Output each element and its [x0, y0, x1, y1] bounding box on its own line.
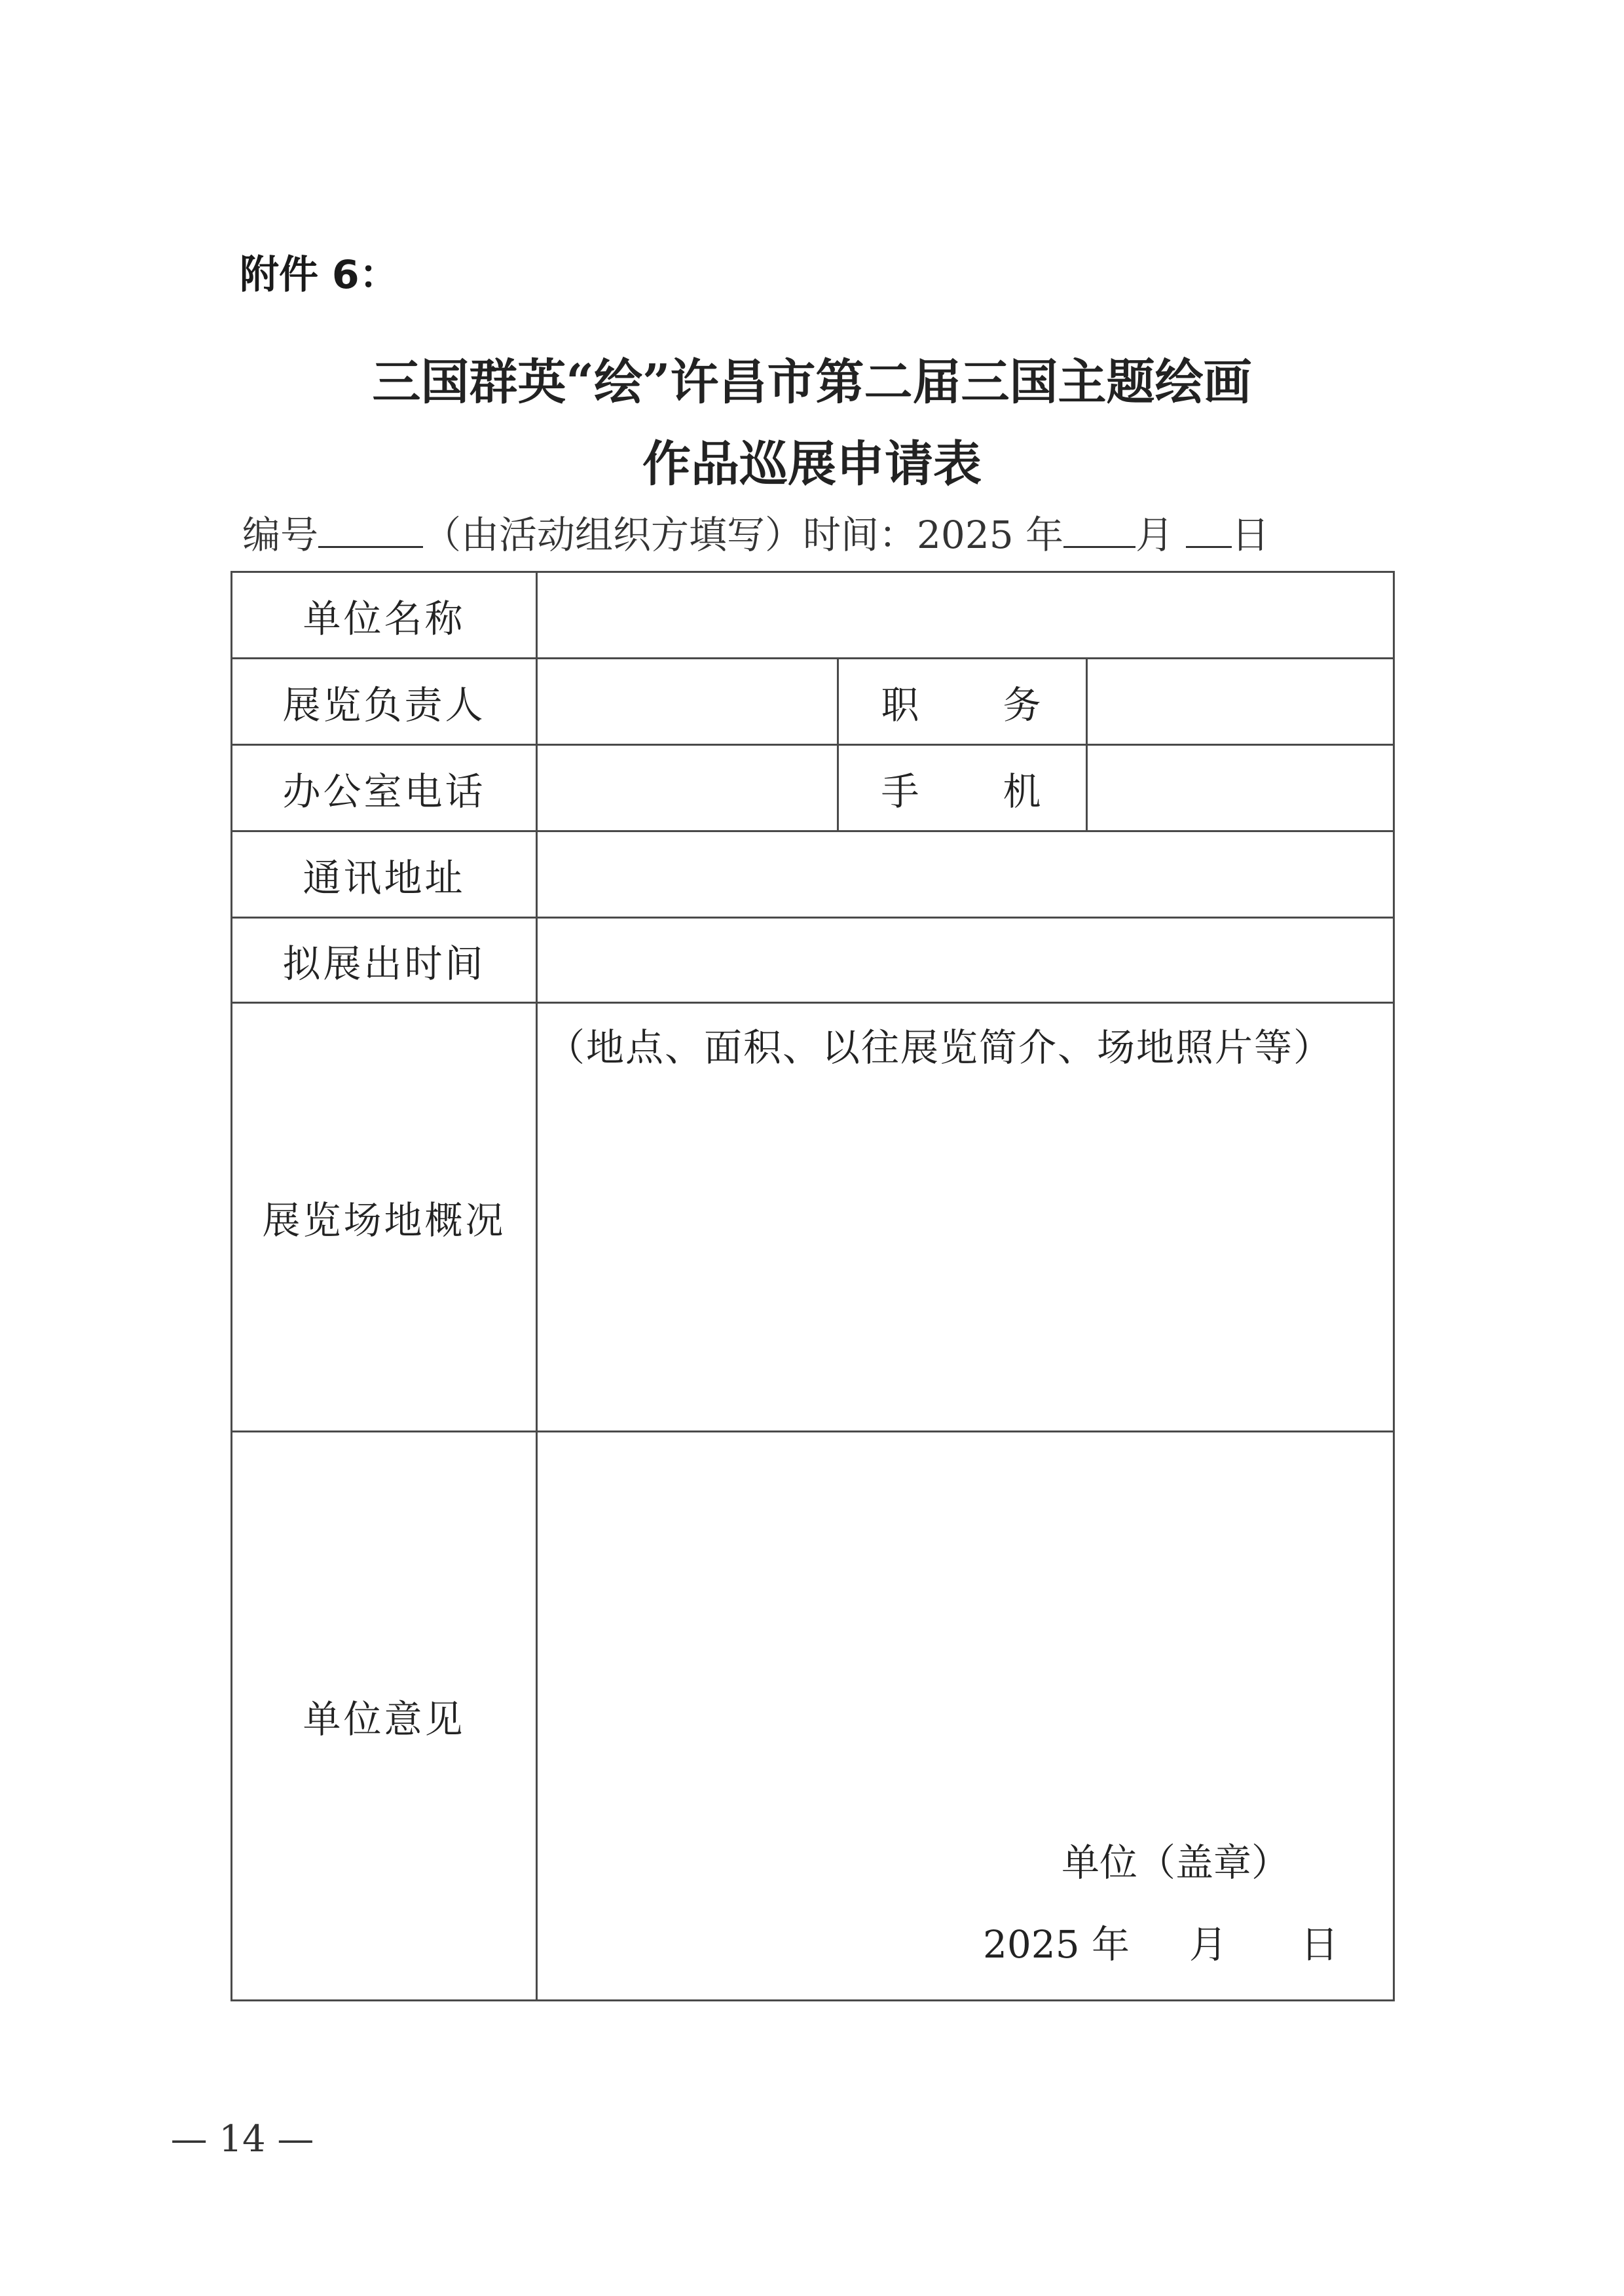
month-label: 月	[1135, 513, 1174, 557]
exhibit-head-label: 展览负责人	[232, 659, 537, 745]
date-year: 2025 年	[983, 1922, 1130, 1967]
mobile-label: 手 机	[838, 745, 1087, 831]
office-phone-label: 办公室电话	[232, 745, 537, 831]
address-label: 通讯地址	[232, 831, 537, 918]
opinion-field[interactable]	[537, 1432, 1394, 2001]
office-phone-field[interactable]	[537, 745, 838, 831]
venue-label: 展览场地概况	[232, 1003, 537, 1432]
title-line-1: 三国群英“绘”许昌市第二届三国主题绘画	[372, 354, 1252, 410]
title-line-2: 作品巡展申请表	[642, 436, 982, 492]
date-day: 日	[1301, 1922, 1339, 1967]
venue-note: （地点、面积、以往展览简介、场地照片等）	[547, 1025, 1333, 1070]
planned-time-field[interactable]	[537, 918, 1394, 1003]
planned-time-label: 拟展出时间	[232, 918, 537, 1003]
stamp-label: 单位（盖章）	[1061, 1840, 1290, 1885]
application-form	[231, 571, 1395, 2001]
address-field[interactable]	[537, 831, 1394, 918]
meta-line	[242, 504, 1270, 559]
unit-name-field[interactable]	[537, 572, 1394, 659]
number-note: （由活动组织方填写）时间：2025 年	[423, 513, 1064, 557]
venue-field[interactable]	[537, 1003, 1394, 1432]
number-blank[interactable]	[318, 509, 423, 548]
day-label: 日	[1231, 513, 1270, 557]
mobile-field[interactable]	[1087, 745, 1394, 831]
month-blank[interactable]	[1063, 509, 1135, 548]
opinion-label: 单位意见	[232, 1432, 537, 2001]
day-blank[interactable]	[1186, 509, 1232, 548]
date-month: 月	[1189, 1922, 1228, 1967]
position-field[interactable]	[1087, 659, 1394, 745]
unit-name-label: 单位名称	[232, 572, 537, 659]
attachment-label: 附件 6：	[240, 252, 399, 298]
number-label: 编号	[242, 513, 319, 557]
page-number: — 14 —	[170, 2118, 314, 2160]
exhibit-head-field[interactable]	[537, 659, 838, 745]
position-label: 职 务	[838, 659, 1087, 745]
